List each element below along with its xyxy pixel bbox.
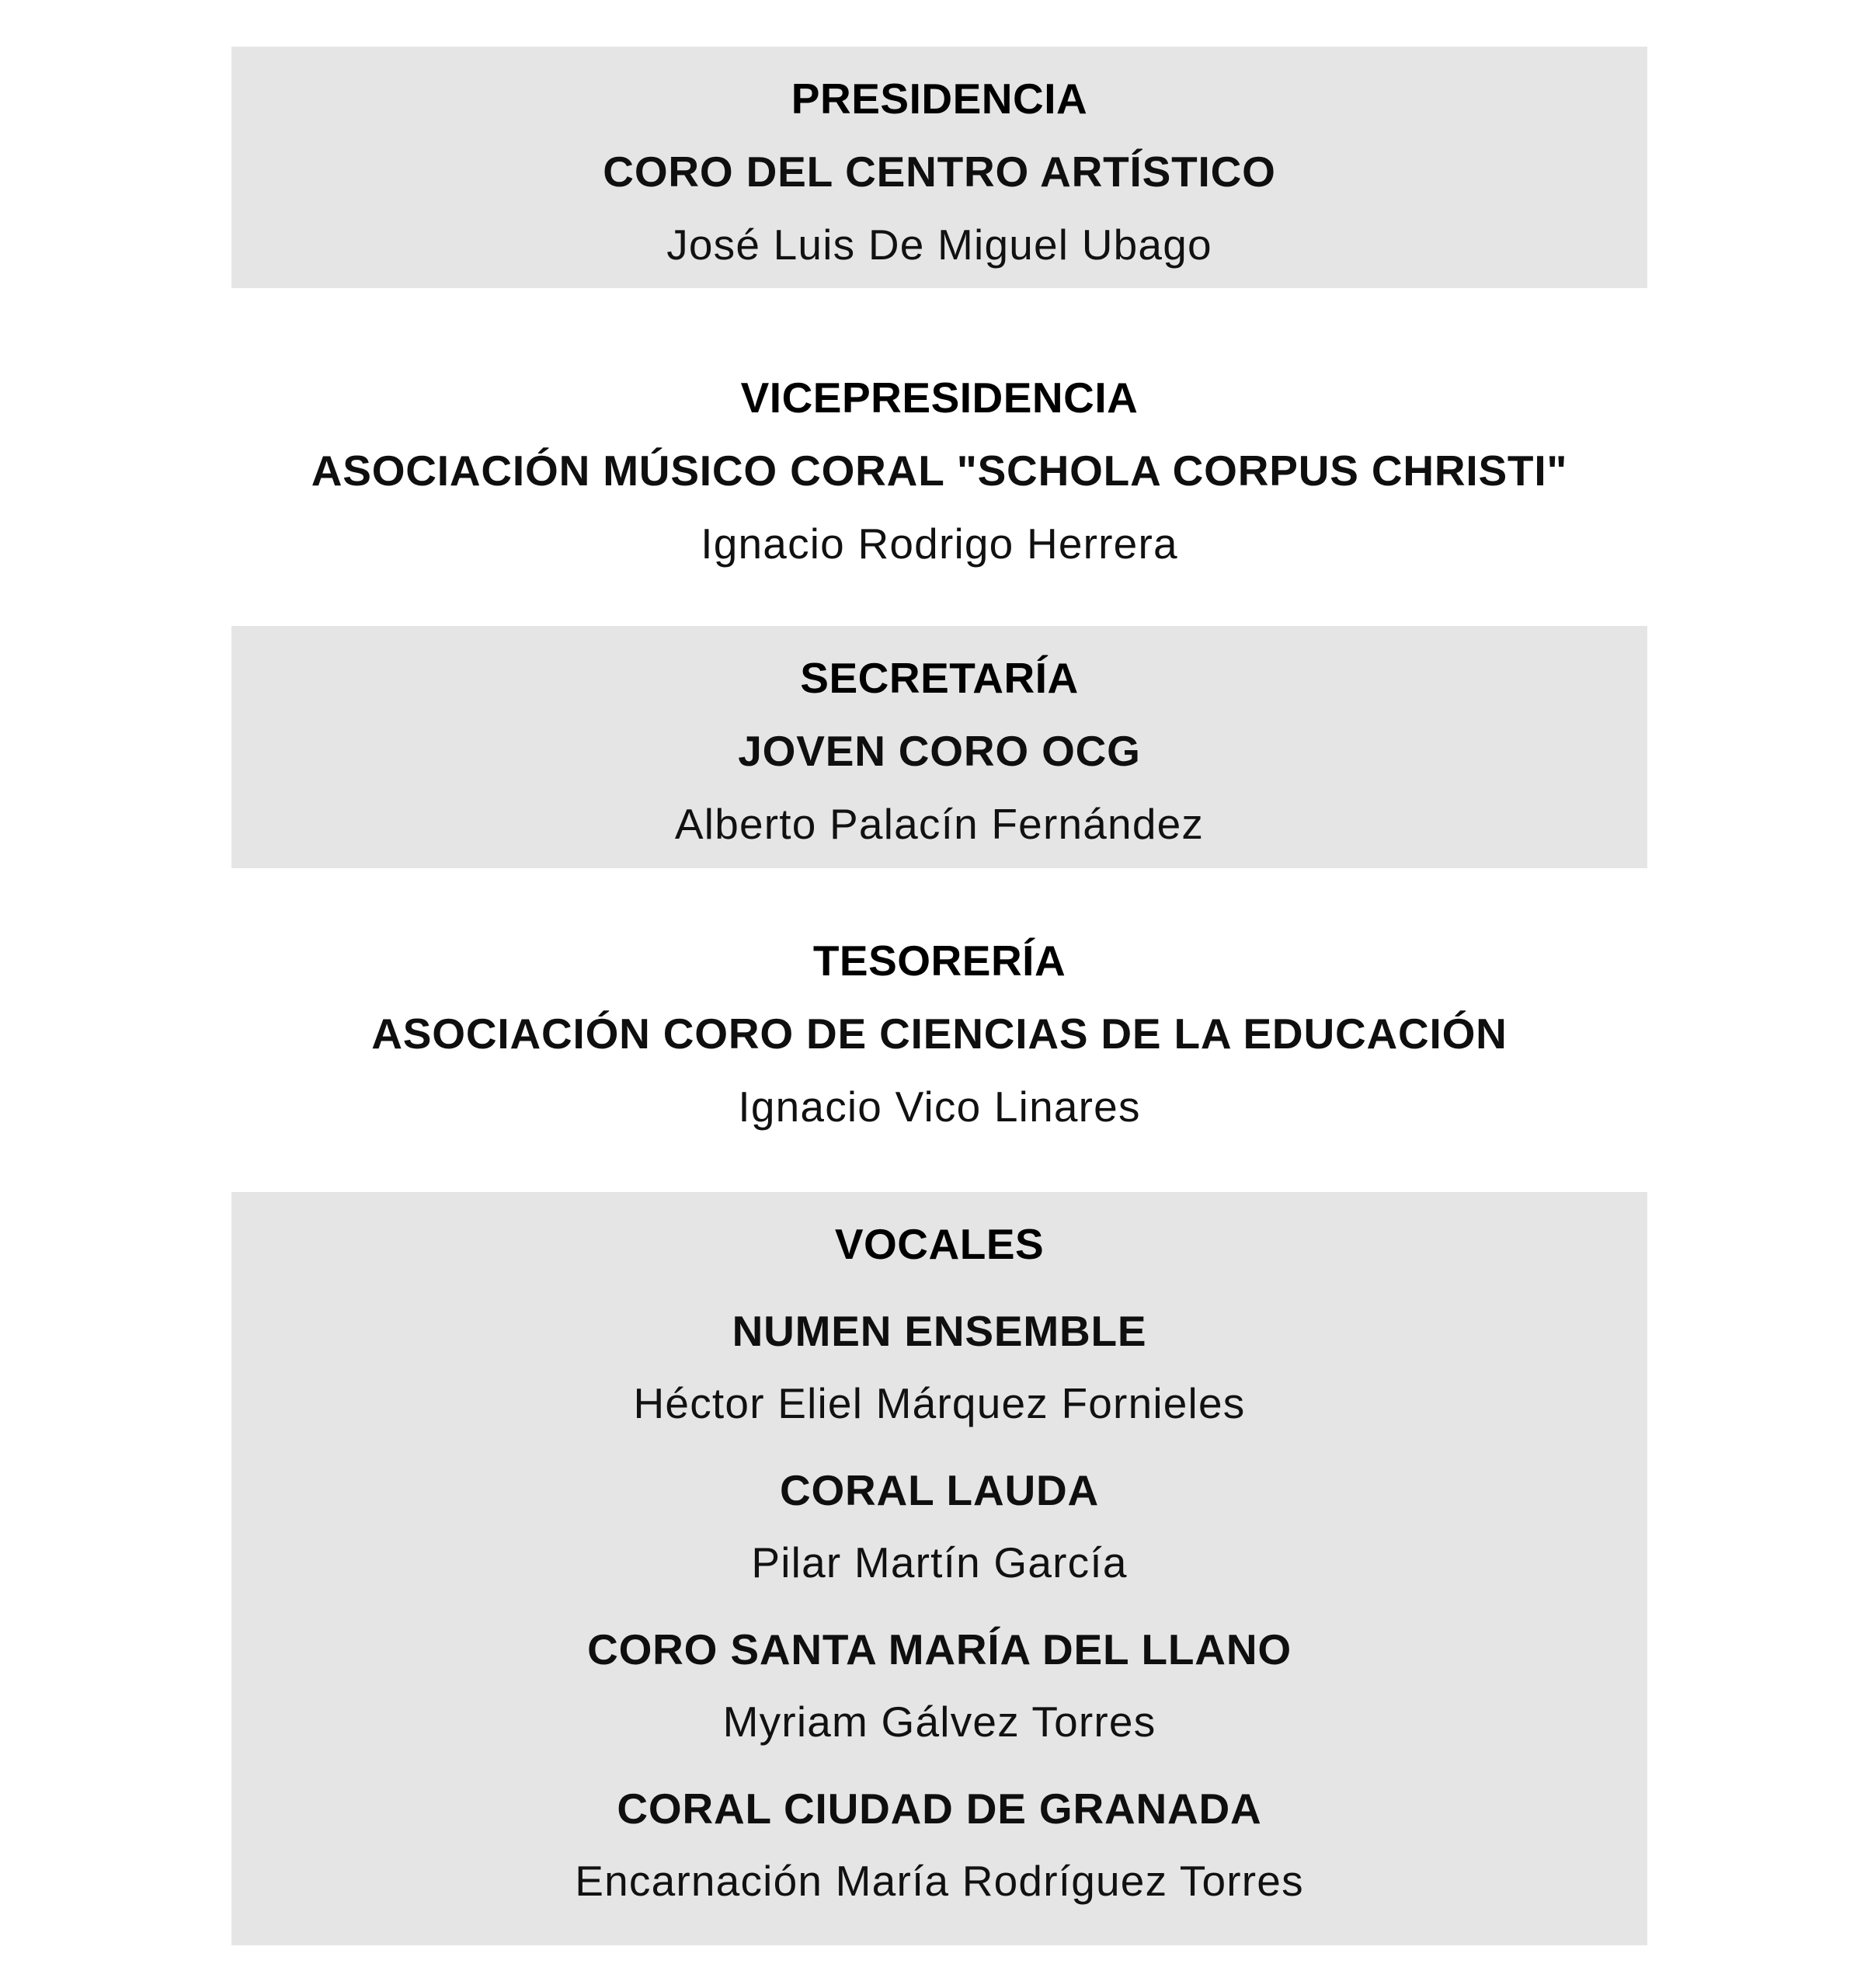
role-title: TESORERÍA bbox=[812, 937, 1066, 985]
organization-name: CORO DEL CENTRO ARTÍSTICO bbox=[603, 148, 1276, 196]
person-name: Ignacio Vico Linares bbox=[738, 1083, 1141, 1131]
vocal-organization-name: NUMEN ENSEMBLE bbox=[732, 1307, 1147, 1355]
vocal-organization-name: CORAL CIUDAD DE GRANADA bbox=[617, 1785, 1262, 1833]
person-name: Ignacio Rodrigo Herrera bbox=[701, 520, 1178, 568]
section-tesoreria bbox=[231, 909, 1647, 1150]
vocal-organization-name: CORO SANTA MARÍA DEL LLANO bbox=[587, 1625, 1292, 1673]
vocal-organization-name: CORAL LAUDA bbox=[779, 1466, 1100, 1514]
vocal-person-name: Myriam Gálvez Torres bbox=[722, 1698, 1156, 1746]
role-title: SECRETARÍA bbox=[800, 654, 1079, 702]
organization-name: JOVEN CORO OCG bbox=[738, 727, 1141, 775]
role-title: PRESIDENCIA bbox=[791, 75, 1088, 123]
vocal-person-name: Pilar Martín García bbox=[751, 1538, 1128, 1587]
section-vicepresidencia bbox=[231, 346, 1647, 587]
organization-name: ASOCIACIÓN MÚSICO CORAL "SCHOLA CORPUS CHRISTI" bbox=[311, 447, 1568, 495]
role-title: VICEPRESIDENCIA bbox=[740, 374, 1139, 422]
vocal-person-name: Encarnación María Rodríguez Torres bbox=[575, 1857, 1304, 1905]
person-name: Alberto Palacín Fernández bbox=[674, 800, 1205, 848]
role-title: VOCALES bbox=[834, 1220, 1045, 1268]
section-presidencia bbox=[231, 47, 1647, 288]
person-name: José Luis De Miguel Ubago bbox=[666, 221, 1212, 269]
vocal-person-name: Héctor Eliel Márquez Fornieles bbox=[633, 1379, 1246, 1427]
organization-name: ASOCIACIÓN CORO DE CIENCIAS DE LA EDUCACIÓN bbox=[371, 1010, 1508, 1058]
section-secretaria bbox=[231, 626, 1647, 868]
section-vocales bbox=[231, 1192, 1647, 1945]
